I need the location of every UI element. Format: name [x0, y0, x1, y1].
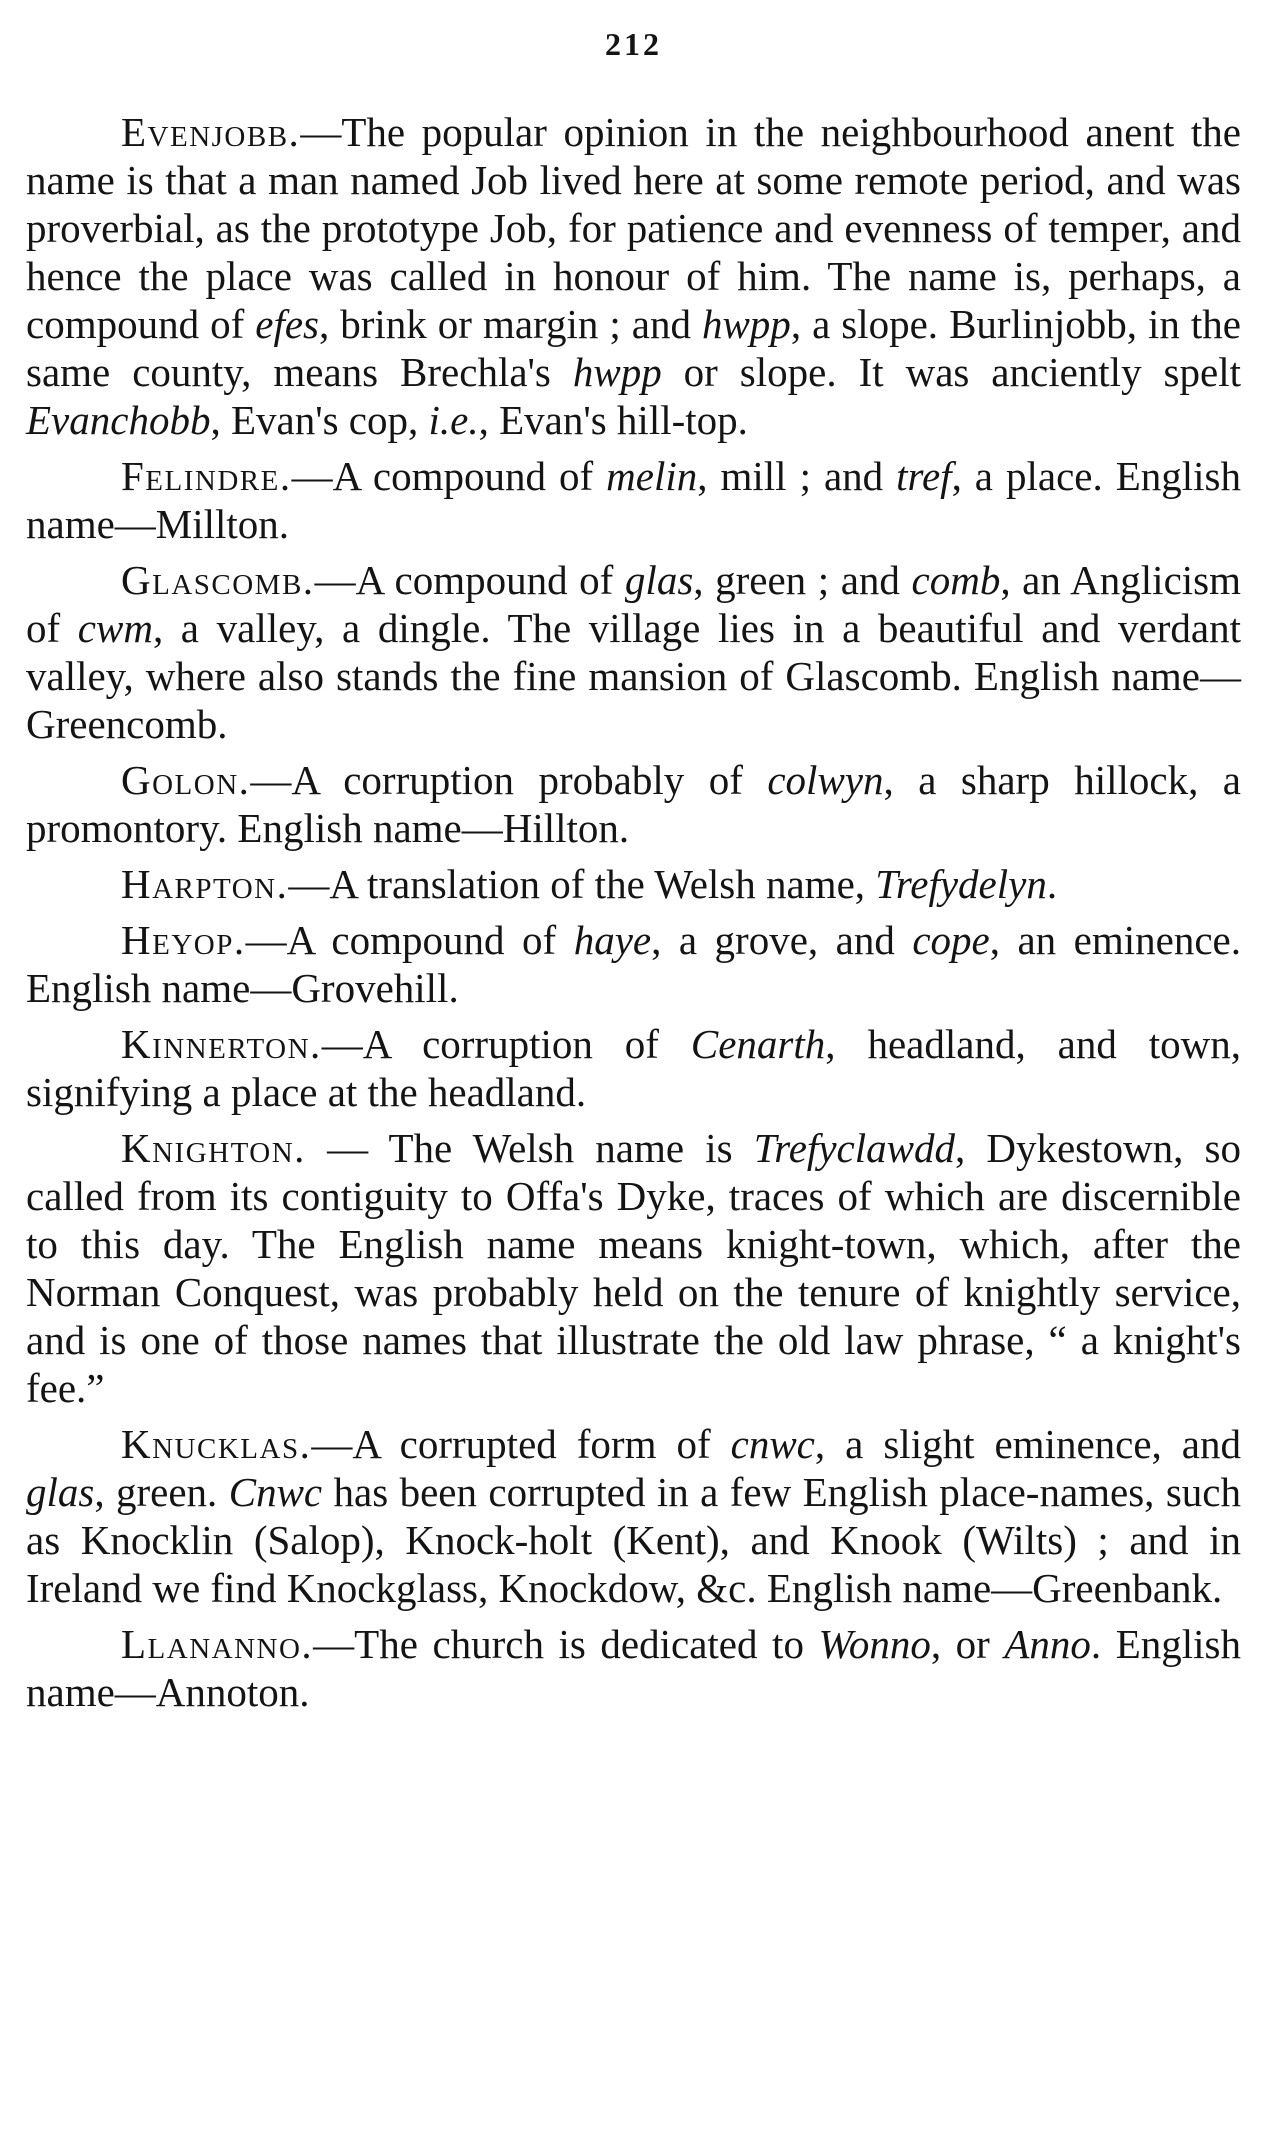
place-name-entry [26, 916, 1241, 1012]
welsh-term: glas [26, 1469, 95, 1515]
entry-text: —The church is dedicated to [313, 1621, 819, 1667]
entry-text: , a place. English name—Millton. [26, 453, 1242, 547]
welsh-term: efes [255, 301, 319, 347]
place-name-entry [26, 756, 1241, 852]
welsh-term: Cnwc [228, 1469, 323, 1515]
entry-text: , a slope. Burlinjobb, in the same county, means Brechla's [26, 301, 1241, 395]
welsh-term: hwpp [572, 349, 662, 395]
entry-text: , brink or margin ; and [319, 301, 702, 347]
welsh-term: cope [912, 917, 990, 963]
entry-text: , green ; and [693, 557, 912, 603]
page-number: 212 [605, 26, 662, 62]
entry-text: —A translation of the Welsh name, [288, 861, 876, 907]
entry-text: . [1046, 861, 1058, 907]
entry-headword: Golon. [121, 757, 251, 803]
welsh-term: tref [896, 453, 952, 499]
welsh-term: Trefydelyn [875, 861, 1047, 907]
place-name-entry [26, 1124, 1241, 1412]
entry-text: or slope. It was anciently spelt [661, 349, 1241, 395]
entry-headword: Felindre. [121, 453, 292, 499]
place-name-entry [26, 108, 1241, 444]
entry-headword: Glascomb. [121, 557, 315, 603]
welsh-term: Cenarth [690, 1021, 826, 1067]
place-name-entry [26, 452, 1241, 548]
welsh-term: Anno [1004, 1621, 1091, 1667]
entry-headword: Heyop. [121, 917, 246, 963]
welsh-term: cnwc [730, 1421, 815, 1467]
entry-text: , Evan's hill-top. [478, 397, 748, 443]
entry-text: , or [930, 1621, 1005, 1667]
entry-headword: Evenjobb. [121, 109, 301, 155]
welsh-term: hwpp [701, 301, 791, 347]
gazetteer-entries [26, 108, 1241, 1724]
welsh-term: haye [573, 917, 652, 963]
entry-text: . English name—Annoton. [26, 1621, 1241, 1715]
place-name-entry [26, 1420, 1241, 1612]
entry-text: , green. [94, 1469, 229, 1515]
entry-text: —The popular opinion in the neighbourhood anent the name is that a man named Job lived here at some remote period, and was proverbial, as the prototype Job, for patience and evenness of temper, and hence the place was called in honour of him. The name is, perhaps, a compound of [26, 109, 1241, 347]
entry-text: , headland, and town, signifying a place at the headland. [26, 1021, 1241, 1115]
entry-headword: Harpton. [121, 861, 289, 907]
entry-text: —A compound of [245, 917, 574, 963]
place-name-entry [26, 556, 1241, 748]
entry-text: —A compound of [291, 453, 607, 499]
entry-text: , a slight eminence, and [814, 1421, 1241, 1467]
entry-text: , a valley, a dingle. The village lies in a beautiful and verdant valley, where also stands the fine mansion of Glascomb. English name—Greencomb. [26, 605, 1241, 747]
welsh-term: Trefyclawdd [753, 1125, 955, 1171]
welsh-term: melin [606, 453, 698, 499]
entry-text: , an Anglicism of [26, 557, 1242, 651]
welsh-term: Evanchobb [26, 397, 211, 443]
entry-headword: Knighton. [121, 1125, 306, 1171]
entry-headword: Kinnerton. [121, 1021, 322, 1067]
entry-text: , an eminence. English name—Grovehill. [26, 917, 1241, 1011]
entry-text: , a sharp hillock, a promontory. English name—Hillton. [26, 757, 1241, 851]
welsh-term: i.e. [428, 397, 479, 443]
entry-text: has been corrupted in a few English place-names, such as Knocklin (Salop), Knock-holt (Kent), and Knook (Wilts) ; and in Ireland we find Knockglass, Knockdow, &c. English name—Greenbank. [26, 1469, 1241, 1611]
entry-text: — The Welsh name is [305, 1125, 754, 1171]
entry-headword: Llananno. [121, 1621, 314, 1667]
welsh-term: cwm [77, 605, 153, 651]
entry-text: —A corruption of [321, 1021, 691, 1067]
place-name-entry [26, 860, 1241, 908]
entry-headword: Knucklas. [121, 1421, 312, 1467]
welsh-term: Wonno [818, 1621, 931, 1667]
place-name-entry [26, 1020, 1241, 1116]
book-page [26, 0, 1241, 2137]
entry-text: , Evan's cop, [210, 397, 429, 443]
place-name-entry [26, 1620, 1241, 1716]
welsh-term: colwyn [767, 757, 884, 803]
welsh-term: comb [911, 557, 1001, 603]
welsh-term: glas [624, 557, 694, 603]
entry-text: , a grove, and [651, 917, 913, 963]
entry-text: —A corruption probably of [250, 757, 768, 803]
entry-text: , mill ; and [697, 453, 897, 499]
entry-text: —A corrupted form of [311, 1421, 731, 1467]
entry-text: , Dykestown, so called from its contiguity to Offa's Dyke, traces of which are discernible to this day. The English name means knight-town, which, after the Norman Conquest, was probably held on the tenure of knightly service, and is one of those names that illustrate the old law phrase, “ a knight's fee.” [26, 1125, 1241, 1411]
entry-text: —A compound of [314, 557, 625, 603]
